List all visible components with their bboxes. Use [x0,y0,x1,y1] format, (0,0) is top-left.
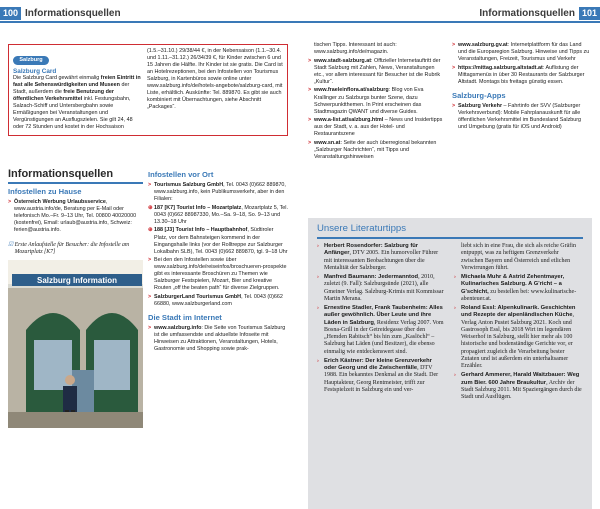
list-item: > https://mittag.salzburg.altstadt.at: Auflistung der Mittagsmenüs in über 30 Restaurants der Salzburger Altstadt. Montags bis freitags günstig essen. [452,64,585,85]
right-column-2 [452,42,590,214]
salzburg-card-box [8,44,288,136]
list-item: tischen Tipps. Interessant ist auch: www.salzburg.info/de/magazin. [314,42,397,56]
photo-illustration [8,260,143,428]
list-item: > www.salzburg.info: Die Seite von Tourismus Salzburg ist die umfassendste und aktuellste Infoseite mit Hinweisen zu Attraktionen, Veranstaltungen, Hotels, Gastronomie und Shopping sowie prak- [148,325,286,353]
list-item: > www.a-list.at/salzburg.html – News und Insidertipps aus der Stadt, v. a. aus der Hotel- und Restaurantszene [308,117,443,138]
photo-caption: ☑ Erste Anlaufstelle für Besucher: die Infostelle am Mozartplatz [K7] [8,241,130,255]
left-column [8,166,143,506]
salzburg-card-logo: Salzburg [13,56,49,65]
list-item: > www.sn.at: Seite der auch überregional bekannten „Salzburger Nachrichten“, mit Tipps und Veranstaltungshinweisen [308,139,437,161]
literature-item: liebt sich in eine Frau, die sich als reiche Gräfin entpuppt, was zu heftigem Grenzverkehr zwischen Bayern und Österreich und etlichen Verwirrungen führt. [461,243,576,271]
literature-item: › Herbert Rosendorfer: Salzburg für Anfänger, DTV 2005. Ein humorvoller Führer mit interessanten Beobachtungen über die Mentalität der Salzburger. [317,243,439,271]
list-item: > www.salzburg.gv.at: Internetplattform für das Land und die Europaregion Salzburg. Hinweise und Tipps zu Veranstaltungen, Freizeit, Tourismus und Verkehr [452,42,590,63]
list-item: ⊕ 188 [J3] Tourist Info – Hauptbahnhof, Südtiroler Platz, vor dem Bahnsteigen kommend in der Eingangshalle links (vor der Rolltreppe zur Salzburger Lokalbahn SLB), Tel. 0043 (0)662 889870, tgl. 9–18 Uhr [148,227,288,255]
list-item: > www.fraeleinflora.at/salzburg: Blog von Eva Krallinger zu Salzburgs bunter Szene, dazu Schwerpunktthemen. In Print erscheinen das Stadtmagazin QWANT und diverse Guides. [308,87,424,115]
right-page [300,0,600,509]
literature-rule [317,237,583,239]
tourist-info-photo [8,260,143,428]
apps-heading: Salzburg-Apps [452,90,506,100]
left-running-head-title: Informationsquellen [25,7,121,19]
literature-item: › Gerhard Ammerer, Harald Waitzbauer: Weg zum Bier. 600 Jahre Braukultur, Archiv der Stadt Salzburg 2011. Mit Spaziergängen durch die Stadt und Ausflügen. [454,372,582,401]
section-internet-heading: Die Stadt im Internet [148,313,222,323]
list-item: > www.stadt-salzburg.at: Offizieller Internetauftritt der Stadt Salzburg mit Zahlen, News, Veranstaltungen etc., vor allem interessant für Besucher ist die Rubrik „Kultur“. [308,57,441,85]
literature-item: › Michaela Muhr & Astrid Zehentmayer, Kulinarisches Salzburg. A G'richt – a G'schicht, zu bestellen bei: www.kulinarische-abenteuer.at. [454,273,577,302]
salzburg-card-text-col2: (1.5.–31.10.) 29/38/44 €, in der Nebensaison (1.1.–30.4. und 1.11.–31.12.) 26/34/39 €, für Kinder zwischen 6 und 15 Jahren die Hälfte. Ihr Kinder ist sie gratis. Die Card ist an Hotelrezeptionen, bei den Infostellen von Tourismus Salzburg, in Kartenbüros sowie online unter www.salzburg.info/de/hotels-angebote/salzburg-card, mit Liste, erhältlich. Auskünfte: Tel. 889870. Es gibt sie auch kombiniert mit Übernachtungen, siehe Abschnitt „Packages“. [147,48,283,111]
heading-rule [8,182,143,184]
left-page-number: 100 [0,7,21,20]
literature-item: › Erich Kästner: Der kleine Grenzverkehr oder Georg und die Zwischenfälle, DTV 1988. Ein bekanntes Denkmal an die Stadt. Der Hauptakteur, Georg Rentmeister, trifft zur Festspielzeit in Salzburg ein und ver- [317,357,439,394]
literature-item: › Roland Essl: Alpenkulinarik. Geschichten und Rezepte der alpenländischen Küche, Verlag Anton Pustet Salzburg 2021. Koch und Gastrosoph Essl, bis 2018 Wirt im legendären Weiserhof in Salzburg, stellt hier mehr als 100 historische und bodenständige Gerichte vor, er propagiert zugleich die Verarbeitung bester Zutaten und ist außerdem ein unterhaltsamer Erzähler. [454,304,576,370]
literature-title: Unsere Literaturtipps [317,223,407,234]
left-column-2 [148,166,288,506]
right-running-head [479,6,600,20]
list-item: > Tourismus Salzburg GmbH, Tel. 0043 (0)662 889870, www.salzburg.info, kein Publikumsverkehr, aber in den Filialen: [148,182,286,203]
section-home-heading: Infostellen zu Hause [8,186,82,196]
salzburg-card-text: Die Salzburg Card gewährt einmalig freien Eintritt in fast alle Sehenswürdigkeiten und Museen der Stadt, außerdem die freie Benutzung der öffentlichen Verkehrsmittel inkl. Festungsbahn, Salzach-Schiff und Untersbergbahn sowie Ermäßigungen bei Veranstaltungen und Vergünstigungen an Ausflugszielen. Sie gilt 24, 48 oder 72 Stunden und kostet in der Hochsaison [13,75,141,131]
list-item: > Salzburg Verkehr – Fahrtinfo der SVV (Salzburger Verkehrsverbund): Mobile Fahrplanauskunft für alle öffentlichen Verkehrsmittel im Bundesland Salzburg und Umgebung (gratis für iOS und Android) [452,102,582,131]
section-heading: Informationsquellen [8,168,114,180]
salzburg-card-title: Salzburg Card [13,68,57,75]
list-item: > Österreich Werbung Urlaubsservice, www.austria.info/de, Beratung per E-Mail oder telefonisch Mo.–Fr. 9–13 Uhr, Tel. 00800 40020000 (kostenfrei), Email: urlaub@austria.info, Schweiz: ferien@austria.info. [8,198,137,233]
list-item: > SalzburgerLand Tourismus GmbH, Tel. 0043 (0)662 66880, www.salzburgerland.com [148,294,283,308]
literature-column-2 [454,243,582,403]
list-item: > Bei den den Infostellen sowie über www.salzburg.info/de/reiseinfos/broschueren-prospekte gibt es interessante Broschüren zu Themen wie Salzburger Festspielen, Mozart, Bier und kreative Routen „off the beaten path“ für diverse Zielgruppen. [148,257,287,292]
literature-item: › Manfred Baumann: Jedermanntod, 2010, zuletzt (9. Fall): Salzburgsünde (2021), alle Gmeiner Verlag. Salzburg-Krimis mit Kommissar Martin Merana. [317,273,444,302]
right-running-head-title: Informationsquellen [479,7,575,19]
left-running-head [0,6,121,20]
left-head-rule [0,21,300,23]
section-ort-heading: Infostellen vor Ort [148,170,214,179]
photo-sign-text: Salzburg Information [37,275,117,285]
right-column-1 [308,42,446,214]
list-item: ⊕ 187 [K7] Tourist Info – Mozartplatz, Mozartplatz 5, Tel. 0043 (0)662 88987330, Mo.–Sa. 9–18, So. 9–13 und 13.30–18 Uhr [148,204,288,225]
literature-item: › Ernestine Stadler, Frank Taubenheim: Alles außer gewöhnlich. Über Leute und ihre Läden in Salzburg, Residenz Verlag 2007. Vom Bosna-Grill in der Getreidegasse über den „Hemden Rabitsch“ bis hin zum „Kaslöchl“ – Salzburg hat Läden (und Besitzer), die ebenso einmalig wie entdeckenswert sind. [317,304,444,355]
right-page-number: 101 [579,7,600,20]
right-head-rule [300,21,600,23]
literature-column-1 [317,243,445,396]
literature-box [308,218,592,509]
